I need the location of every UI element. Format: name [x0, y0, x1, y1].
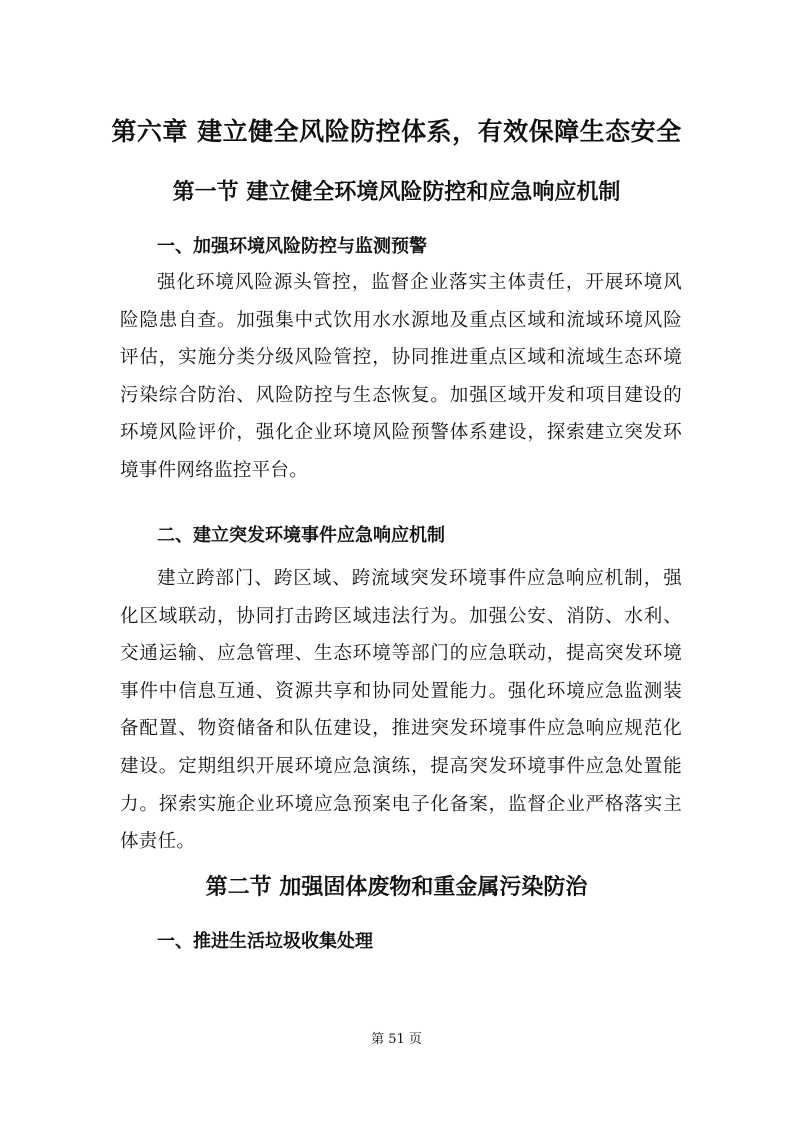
section-title-2: 第二节 加强固体废物和重金属污染防治 — [205, 874, 588, 900]
paragraph-1-1: 强化环境风险源头管控，监督企业落实主体责任，开展环境风险隐患自查。加强集中式饮用水水源地及重点区域和流域环境风险评估，实施分类分级风险管控，协同推进重点区域和流域生态环境污染综合防治、风险防控与生态恢复。加强区域开发和项目建设的环境风险评价，强化企业环境风险预警体系建设，探索建立突发环境事件网络监控平台。 — [120, 272, 682, 481]
section-title-1: 第一节 建立健全环境风险防控和应急响应机制 — [172, 179, 621, 205]
subsection-title-1-2: 二、建立突发环境事件应急响应机制 — [157, 525, 445, 546]
chapter-title: 第六章 建立健全风险防控体系，有效保障生态安全 — [111, 117, 682, 146]
page-number: 第 51 页 — [371, 1032, 422, 1047]
subsection-title-1-1: 一、加强环境风险防控与监测预警 — [157, 236, 427, 257]
subsection-title-2-1: 一、推进生活垃圾收集处理 — [157, 931, 373, 952]
paragraph-1-2: 建立跨部门、跨区域、跨流域突发环境事件应急响应机制，强化区域联动，协同打击跨区域违法行为。加强公安、消防、水利、交通运输、应急管理、生态环境等部门的应急联动，提高突发环境事件中信息互通、资源共享和协同处置能力。强化环境应急监测装备配置、物资储备和队伍建设，推进突发环境事件应急响应规范化建设。定期组织开展环境应急演练，提高突发环境事件应急处置能力。探索实施企业环境应急预案电子化备案，监督企业严格落实主体责任。 — [120, 568, 682, 853]
